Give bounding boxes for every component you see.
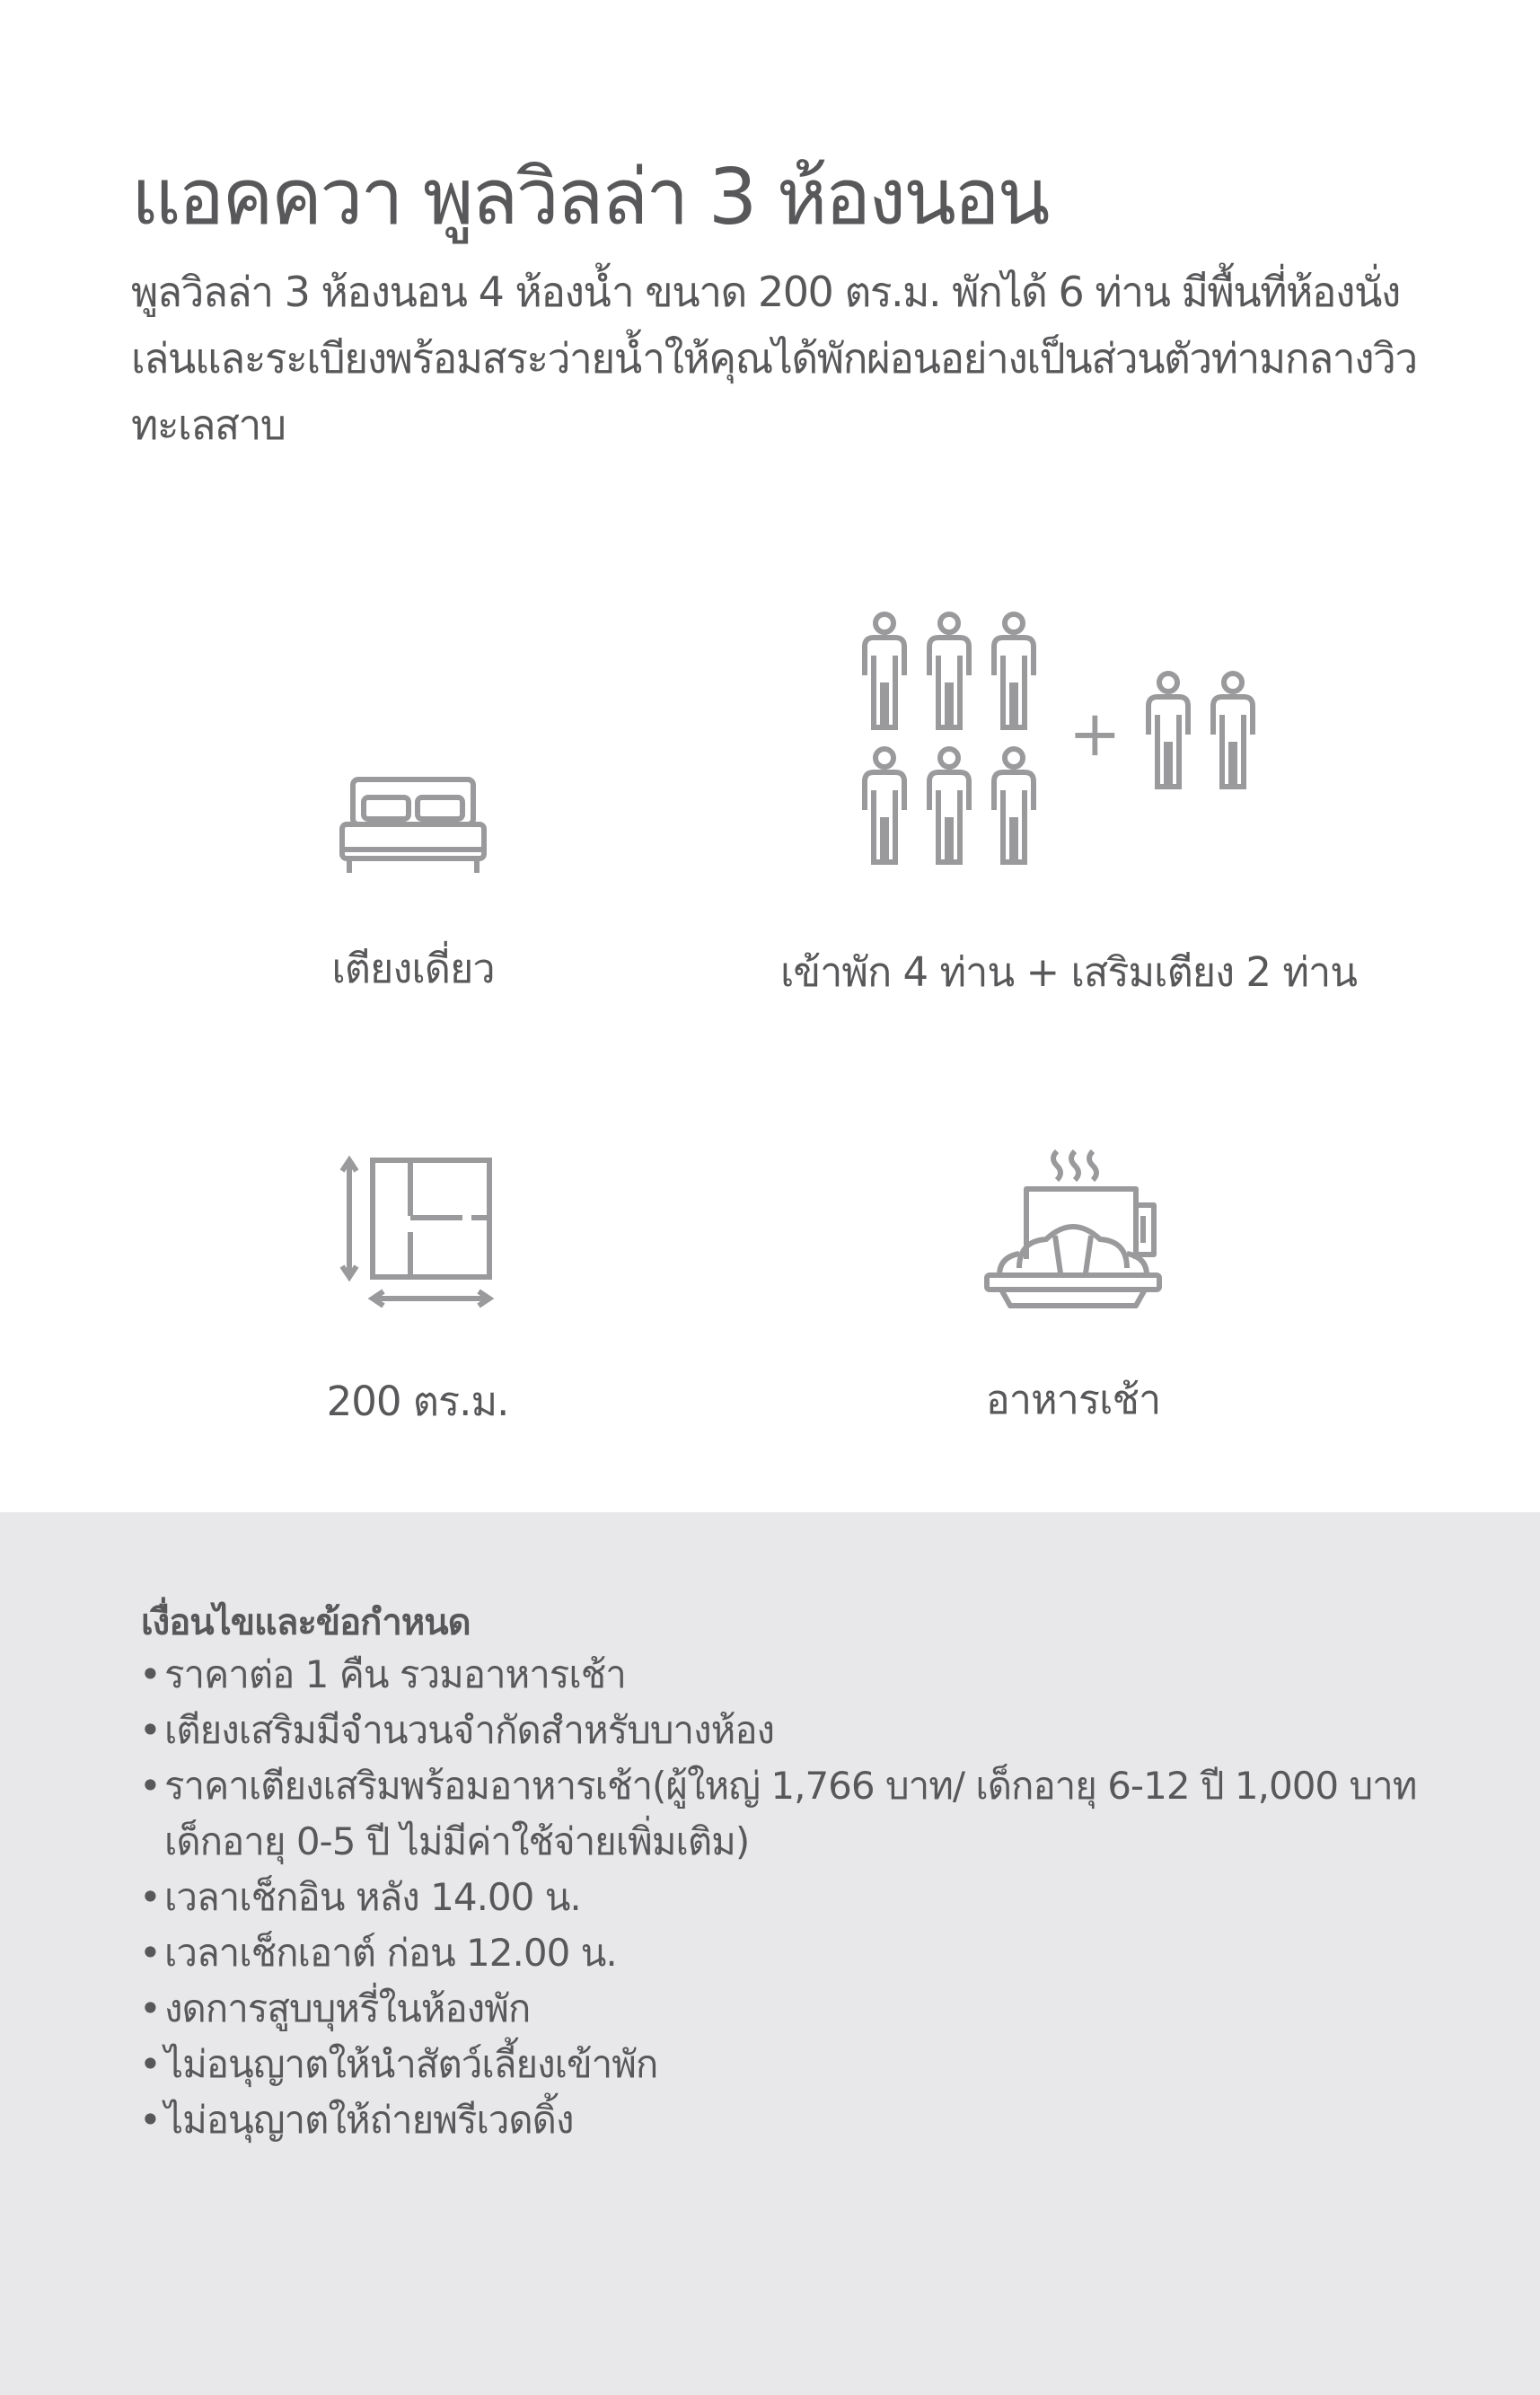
feature-size [269,1153,566,1433]
list-item: • ราคาเตียงเสริมพร้อมอาหารเช้า(ผู้ใหญ่ 1,766 บาท/ เด็กอายุ 6-12 ปี 1,000 บาท เด็กอายุ 0-5 ปี ไม่มีค่าใช้จ่ายเพิ่มเติม) [139,1758,1441,1870]
feature-guests-label: เข้าพัก 4 ท่าน + เสริมเตียง 2 ท่าน [779,948,1358,996]
page-title: แอคควา พูลวิลล่า 3 ห้องนอน [131,153,1048,242]
feature-size-label: 200 ตร.ม. [326,1378,509,1425]
list-item: • เวลาเช็กเอาต์ ก่อน 12.00 น. [139,1925,1441,1981]
feature-bed-label: เตียงเดี่ยว [331,945,495,992]
floorplan-icon [337,1153,498,1316]
feature-bed [269,772,557,1000]
list-item: • ไม่อนุญาตให้ถ่ายพรีเวดดิ้ง [139,2092,1441,2148]
room-description: พูลวิลล่า 3 ห้องนอน 4 ห้องน้ำ ขนาด 200 ตร.ม. พักได้ 6 ท่าน มีพื้นที่ห้องนั่งเล่นและระเบียงพร้อมสระว่ายน้ำให้คุณได้พักผ่อนอย่างเป็นส่วนตัวท่ามกลางวิวทะเลสาบ [131,268,1417,449]
list-item: • งดการสูบบุหรี่ในห้องพัก [139,1981,1441,2037]
feature-breakfast-label: อาหารเช้า [985,1376,1161,1423]
breakfast-icon [983,1142,1163,1322]
bed-icon [337,772,489,880]
terms-section [0,1512,1540,2395]
plus-sign: + [1069,697,1122,770]
feature-breakfast [925,1142,1221,1431]
list-item: • ราคาต่อ 1 คืน รวมอาหารเช้า [139,1647,1441,1703]
list-item: • ไม่อนุญาตให้นำสัตว์เลี้ยงเข้าพัก [139,2037,1441,2092]
list-item: • เวลาเช็กอิน หลัง 14.00 น. [139,1870,1441,1925]
terms-heading: เงื่อนไขและข้อกำหนด [141,1602,471,1643]
list-item: • เตียงเสริมมีจำนวนจำกัดสำหรับบางห้อง [139,1703,1441,1758]
terms-list [139,1647,1441,2148]
feature-guests [745,607,1392,1004]
